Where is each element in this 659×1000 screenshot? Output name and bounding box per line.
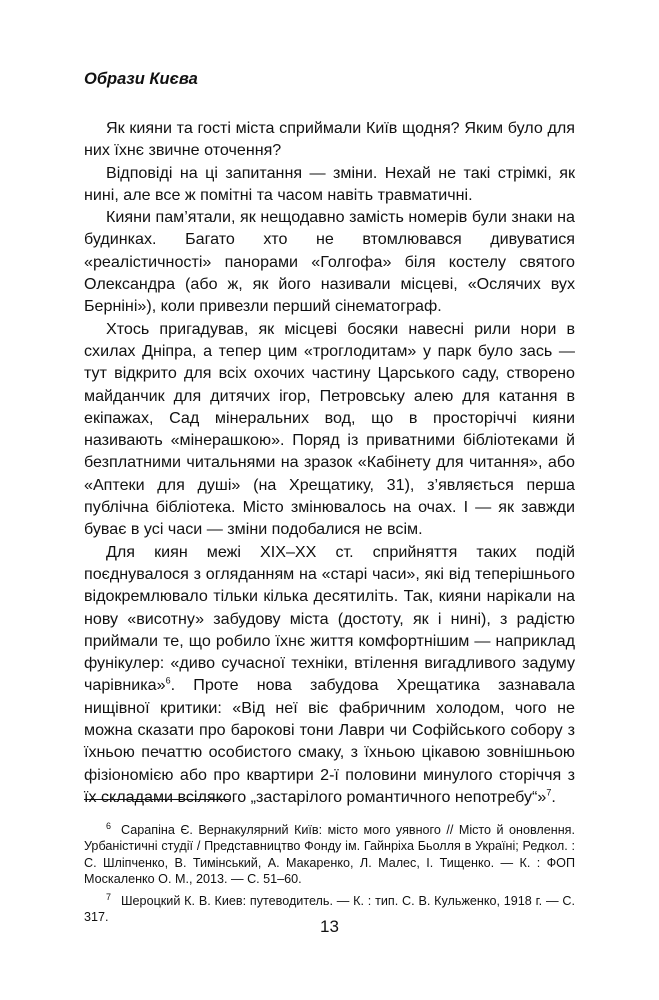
paragraph-2: Відповіді на ці запитання — зміни. Нехай не такі стрімкі, як нині, але все ж помітні та часом навіть травматичні. <box>84 163 575 204</box>
footnote-ref-7[interactable]: 7 <box>546 787 552 798</box>
paragraph-5 <box>84 541 575 809</box>
page-number: 13 <box>320 917 339 936</box>
footnote-number: 6 <box>106 820 112 831</box>
section-heading: Образи Києва <box>84 70 198 88</box>
paragraph-3: Кияни пам’ятали, як нещодавно замість номерів були знаки на будинках. Багато хто не втомлювався дивуватися «реалістичності» панорами «Голгофа» біля костелу святого Олександра (або ж, як його називали місцеві, «Ослячих вух Берніні»), коли привезли перший сінематограф. <box>84 208 575 316</box>
footnotes <box>84 822 575 932</box>
footnote-text: Шероцкий К. В. Киев: путеводитель. — К. : тип. С. В. Кульженко, 1918 г. — С. 317. <box>84 894 575 925</box>
footnote-divider <box>84 799 229 800</box>
footnote-ref-6[interactable]: 6 <box>165 676 171 687</box>
body-text <box>84 117 575 808</box>
footnote-number: 7 <box>106 892 112 902</box>
paragraph-5-text-a: Для киян межі ХІХ–ХХ ст. сприйняття таких подій поєднувалося з огляданням на «старі часи», які від теперішнього відокремлювало тільки кілька десятиліть. Так, кияни нарікали на нову «висотну» забудову міста (достоту, як і нині), з радістю приймали те, що робило їхнє життя комфортнішим — наприклад фунікулер: «диво сучасної техніки, втілення вигадливого задуму чарівника» <box>84 542 575 695</box>
paragraph-5-text-c: . <box>551 787 556 806</box>
footnote-text: Сарапіна Є. Вернакулярний Київ: місто мого уявного // Місто й оновлення. Урбаністичні студії / Представництво Фонду ім. Гайнріха Бьолля в Україні; Редкол. : С. Шліпченко, В. Тимінський, А. Макаренко, Л. Малес, І. Тищенко. — К. : ФОП Москаленко О. М., 2013. — С. 51–60. <box>84 823 575 886</box>
paragraph-4: Хтось пригадував, як місцеві босяки навесні рили нори в схилах Дніпра, а тепер цим «троглодитам» у парк було зась — тут відкрито для всіх охочих частину Царського саду, створено майданчик для дитячих ігор, Петровську алею для катання в екіпажах, Сад мінеральних вод, що в просторіччі кияни називають «мінерашкою». Поряд із приватними бібліотеками й безплатними читальнями на зразок «Кабінету для читання», або «Аптеки для душі» (на Хрещатику, 31), з’являється перша публічна бібліотека. Місто змінювалось на очах. І — як завжди буває в усі часи — зміни подобалися не всім. <box>84 319 575 539</box>
paragraph-1: Як кияни та гості міста сприймали Київ щодня? Яким було для них їхнє звичне оточення? <box>84 119 575 160</box>
paragraph-5-text-b: . Проте нова забудова Хрещатика зазнавала нищівної критики: «Від неї віє фабричним холодом, чого не можна сказати про барокові тони Лаври чи Софійського собору з їхньою печаттю особистого смаку, з їхньою цікавою зовнішньою фізіономією або про квартири 2-ї половини минулого сторіччя з їх складами всілякого „застарілого романтичного непотребу“» <box>84 676 575 806</box>
footnote-6 <box>84 822 575 887</box>
